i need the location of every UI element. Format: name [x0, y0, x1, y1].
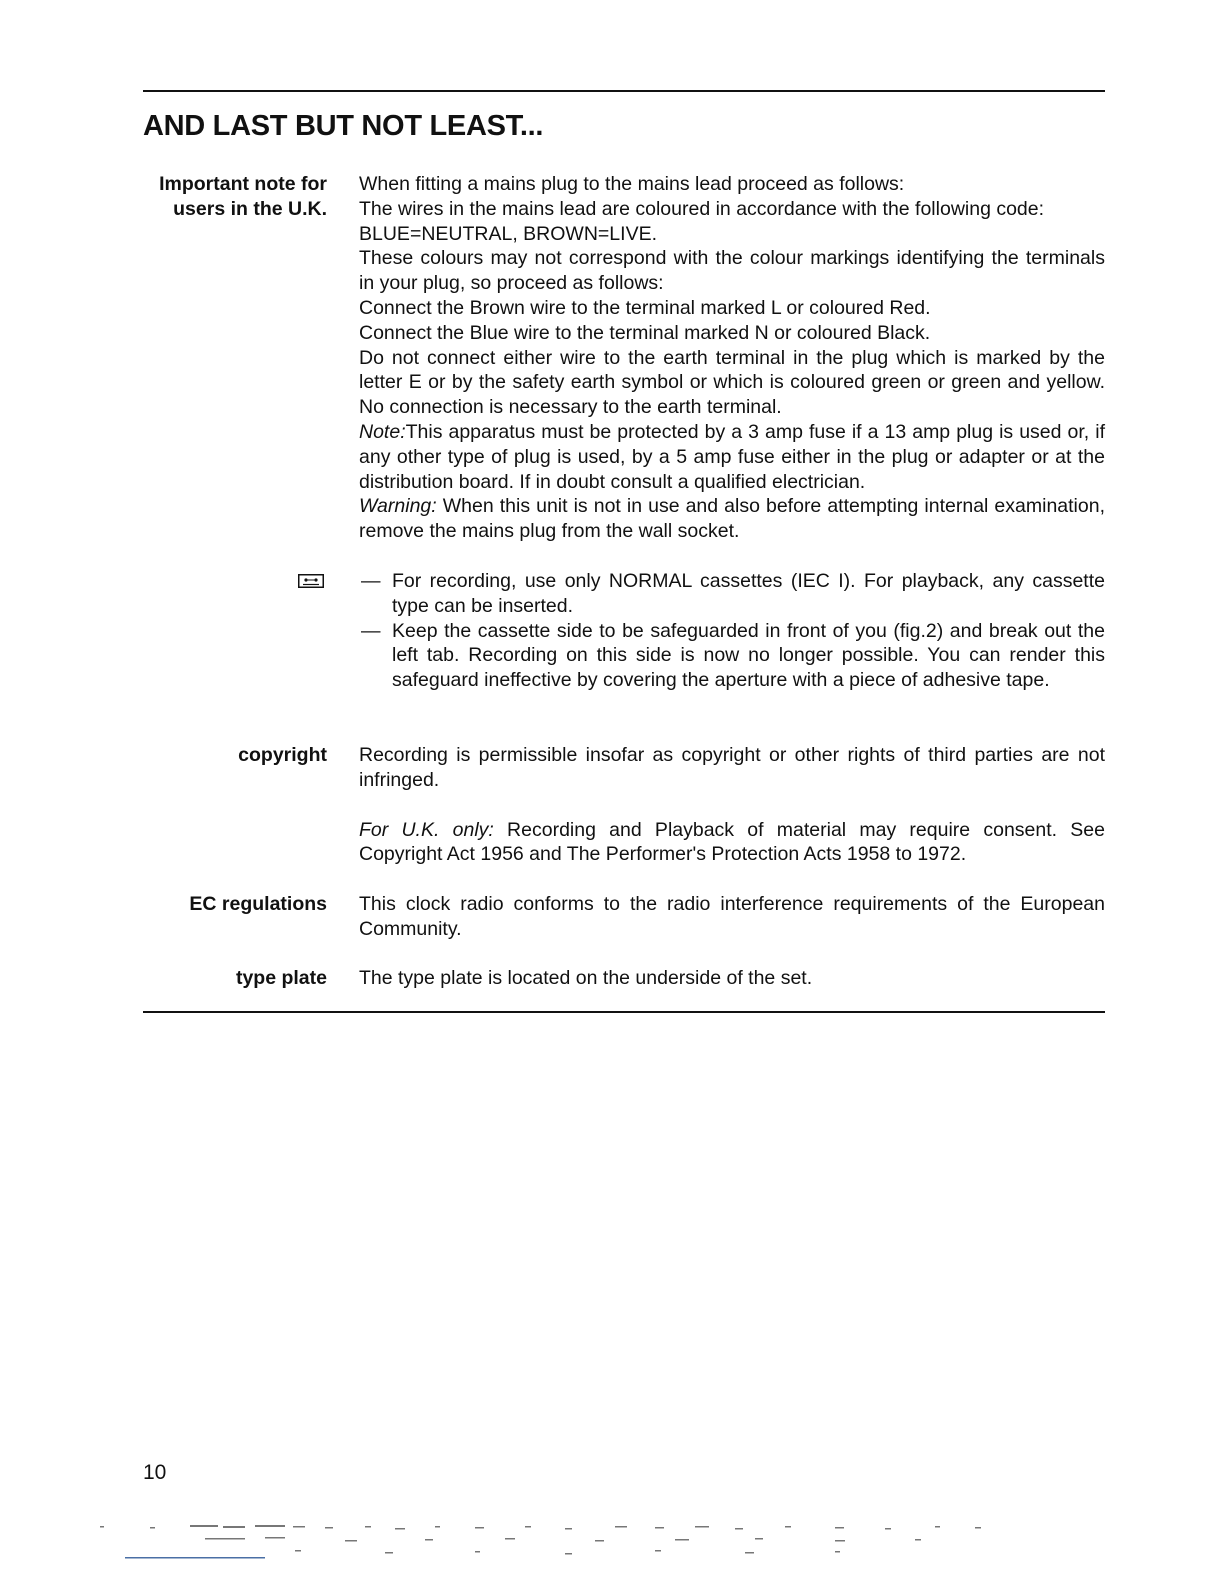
copyright-uk-text: For U.K. only: Recording and Playback of material may require consent. See Copyright Act 1956 and The Performer's Protection Acts 1958 to 1972. — [359, 818, 1105, 866]
bottom-rule — [143, 1011, 1105, 1013]
type-plate-label: type plate — [235, 967, 327, 989]
cassette-body — [359, 569, 1105, 693]
cassette-icon — [298, 574, 324, 588]
brown-wire-instruction: Connect the Brown wire to the terminal marked L or coloured Red. — [359, 296, 931, 319]
uk-note-body — [359, 172, 1105, 544]
uk-note-line: When fitting a mains plug to the mains lead proceed as follows: — [359, 173, 905, 195]
copyright-label: copyright — [238, 744, 327, 766]
copyright-body — [359, 743, 1105, 867]
top-rule — [143, 90, 1105, 92]
warning-paragraph — [359, 494, 1105, 544]
type-plate-text: The type plate is located on the underside of the set. — [359, 967, 813, 989]
scan-artifacts — [95, 1520, 1015, 1565]
copyright-text: Recording is permissible insofar as copyright or other rights of third parties are not infringed. — [359, 744, 1105, 791]
list-item: — For recording, use only NORMAL cassettes (IEC I). For playback, any cassette type can be inserted. — [361, 570, 1105, 617]
uk-note-line: BLUE=NEUTRAL, BROWN=LIVE. — [359, 222, 658, 245]
uk-note-label: Important note for users in the U.K. — [159, 173, 327, 220]
fuse-note — [359, 420, 1105, 494]
ec-body — [359, 892, 1105, 942]
uk-note-line: The wires in the mains lead are coloured in accordance with the following code: — [359, 197, 1045, 220]
earth-paragraph: Do not connect either wire to the earth terminal in the plug which is marked by the letter E or by the safety earth symbol or which is coloured green or green and yellow. No connection is necessary to the earth terminal. — [359, 346, 1105, 419]
page-title: AND LAST BUT NOT LEAST... — [143, 110, 544, 142]
warning-text: When this unit is not in use and also before attempting internal examination, remove the mains plug from the wall socket. — [359, 495, 1105, 543]
note-text: This apparatus must be protected by a 3 amp fuse if a 13 amp plug is used or, if any other type of plug is used, by a 5 amp fuse either in the plug or adapter or at the distribution board. If in doubt consult a qualified electrician. — [359, 420, 1105, 493]
ec-text: This clock radio conforms to the radio interference requirements of the European Community. — [359, 893, 1105, 940]
ec-label: EC regulations — [189, 893, 327, 915]
type-plate-body — [359, 966, 1105, 991]
uk-only-label: For U.K. only: — [359, 818, 494, 841]
warning-label: Warning: — [359, 495, 437, 518]
page-number: 10 — [143, 1461, 167, 1484]
colours-paragraph: These colours may not correspond with the colour markings identifying the terminals in your plug, so proceed as follows: — [359, 247, 1105, 295]
blue-wire-instruction: Connect the Blue wire to the terminal marked N or coloured Black. — [359, 321, 931, 344]
list-item: — Keep the cassette side to be safeguarded in front of you (fig.2) and break out the left tab. Recording on this side is now no longer possible. You can render this safeguard ineffective by covering the aperture with a piece of adhesive tape. — [361, 619, 1105, 692]
note-label: Note: — [359, 420, 406, 443]
